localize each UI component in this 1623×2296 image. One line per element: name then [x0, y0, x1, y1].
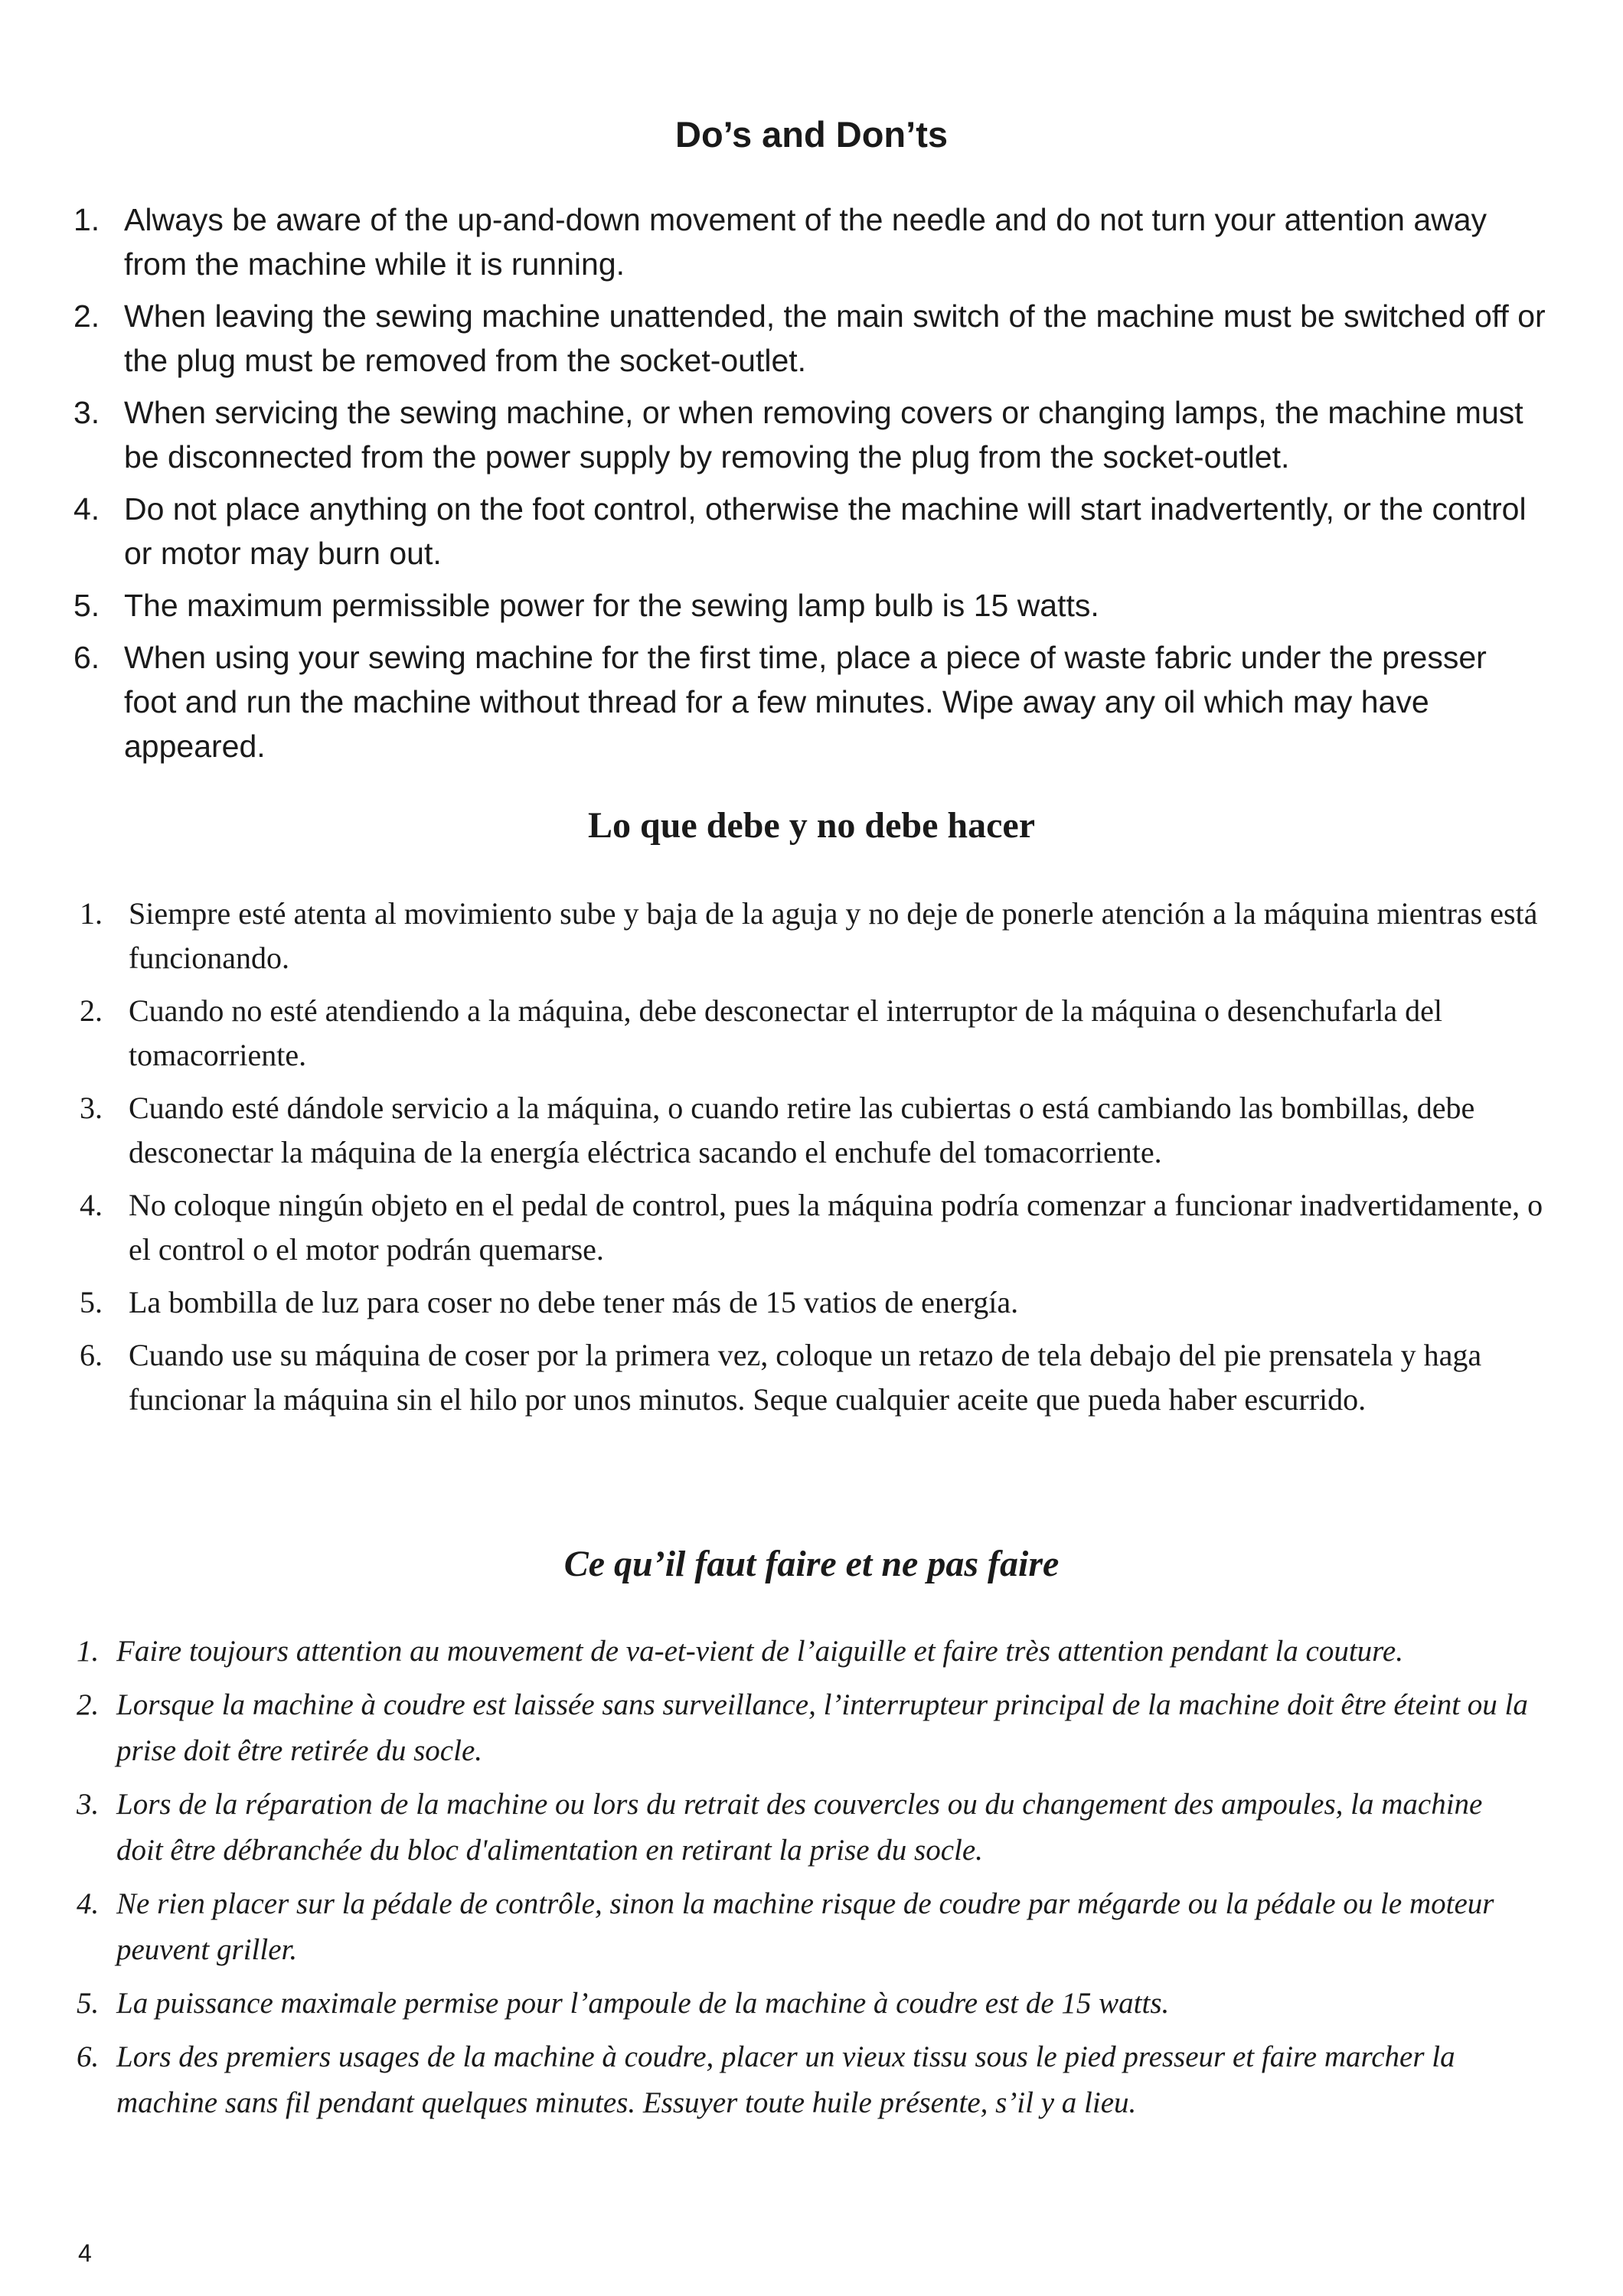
item-number: 4.	[77, 1887, 100, 1920]
list-item	[0, 1682, 1531, 1774]
item-text: Lors de la réparation de la machine ou lors du retrait des couvercles ou du changement des ampoules, la machine doit être débranchée du bloc d'alimentation en retirant la prise du socle.	[116, 1788, 1483, 1867]
item-number: 3.	[73, 395, 100, 430]
list-item	[0, 487, 1546, 576]
section-title-english: Do’s and Don’ts	[675, 114, 948, 155]
item-text: When leaving the sewing machine unattended, the main switch of the machine must be switched off or the plug must be removed from the socket-outlet.	[124, 298, 1546, 378]
item-text: Lors des premiers usages de la machine à coudre, placer un vieux tissu sous le pied presseur et faire marcher la machine sans fil pendant quelques minutes. Essuyer toute huile présente, s’il y a lieu.	[116, 2040, 1455, 2119]
item-text: Ne rien placer sur la pédale de contrôle, sinon la machine risque de coudre par mégarde ou la pédale ou le moteur peuvent griller.	[116, 1887, 1494, 1966]
item-number: 4.	[80, 1188, 103, 1222]
list-item	[0, 1280, 1551, 1325]
item-text: The maximum permissible power for the sewing lamp bulb is 15 watts.	[124, 588, 1099, 623]
item-text: La puissance maximale permise pour l’ampoule de la machine à coudre est de 15 watts.	[116, 1987, 1170, 2020]
list-item	[0, 989, 1551, 1078]
list-item	[0, 1981, 1531, 2027]
item-text: Cuando esté dándole servicio a la máquina, o cuando retire las cubiertas o está cambiando las bombillas, debe desconectar la máquina de la energía eléctrica sacando el enchufe del tomacorriente.	[129, 1091, 1475, 1169]
item-number: 2.	[73, 298, 100, 334]
item-number: 5.	[77, 1987, 100, 2020]
list-item	[0, 1881, 1531, 1973]
item-text: Siempre esté atenta al movimiento sube y baja de la aguja y no deje de ponerle atención a la máquina mientras está funcionando.	[129, 896, 1538, 975]
item-text: Lorsque la machine à coudre est laissée sans surveillance, l’interrupteur principal de la machine doit être éteint ou la prise doit être retirée du socle.	[116, 1688, 1528, 1767]
list-french	[0, 1629, 1531, 2126]
list-item	[0, 1086, 1551, 1175]
list-item	[0, 197, 1546, 286]
item-number: 1.	[73, 202, 100, 237]
item-number: 5.	[80, 1285, 103, 1319]
item-text: When servicing the sewing machine, or when removing covers or changing lamps, the machine must be disconnected from the power supply by removing the plug from the socket-outlet.	[124, 395, 1523, 475]
section-french	[0, 1538, 1623, 2134]
section-title-french: Ce qu’il faut faire et ne pas faire	[563, 1544, 1060, 1584]
item-text: La bombilla de luz para coser no debe tener más de 15 vatios de energía.	[129, 1285, 1019, 1319]
list-item	[0, 2034, 1531, 2126]
item-number: 1.	[80, 896, 103, 931]
item-number: 2.	[80, 993, 103, 1028]
item-text: Do not place anything on the foot control, otherwise the machine will start inadvertently, or the control or motor may burn out.	[124, 491, 1527, 571]
item-text: Faire toujours attention au mouvement de va-et-vient de l’aiguille et faire très attention pendant la couture.	[116, 1635, 1403, 1668]
list-item	[0, 635, 1546, 768]
list-spanish	[0, 892, 1551, 1422]
item-text: When using your sewing machine for the first time, place a piece of waste fabric under the presser foot and run the machine without thread for a few minutes. Wipe away any oil which may have appeared.	[124, 640, 1487, 764]
item-text: No coloque ningún objeto en el pedal de control, pues la máquina podría comenzar a funcionar inadvertidamente, o el control o el motor podrán quemarse.	[129, 1188, 1543, 1267]
section-title-spanish: Lo que debe y no debe hacer	[587, 805, 1035, 846]
item-number: 6.	[77, 2040, 100, 2073]
item-number: 6.	[80, 1338, 103, 1372]
list-item	[0, 390, 1546, 479]
list-item	[0, 1629, 1531, 1675]
section-spanish	[0, 800, 1623, 1430]
list-item	[0, 1333, 1551, 1422]
item-text: Cuando no esté atendiendo a la máquina, debe desconectar el interruptor de la máquina o desenchufarla del tomacorriente.	[129, 993, 1442, 1072]
item-number: 3.	[77, 1788, 100, 1821]
list-item	[0, 1183, 1551, 1272]
item-number: 4.	[73, 491, 100, 527]
page-number: 4	[78, 2239, 92, 2267]
item-number: 6.	[73, 640, 100, 675]
item-number: 1.	[77, 1635, 100, 1668]
list-item	[0, 294, 1546, 383]
list-item	[0, 583, 1546, 628]
item-number: 2.	[77, 1688, 100, 1721]
list-english	[0, 197, 1546, 768]
item-number: 5.	[73, 588, 100, 623]
item-number: 3.	[80, 1091, 103, 1125]
section-english	[0, 109, 1623, 776]
list-item	[0, 892, 1551, 980]
item-text: Cuando use su máquina de coser por la primera vez, coloque un retazo de tela debajo del pie prensatela y haga funcionar la máquina sin el hilo por unos minutos. Seque cualquier aceite que pueda haber escurrido.	[129, 1338, 1482, 1417]
item-text: Always be aware of the up-and-down movement of the needle and do not turn your attention away from the machine while it is running.	[124, 202, 1487, 282]
list-item	[0, 1782, 1531, 1874]
